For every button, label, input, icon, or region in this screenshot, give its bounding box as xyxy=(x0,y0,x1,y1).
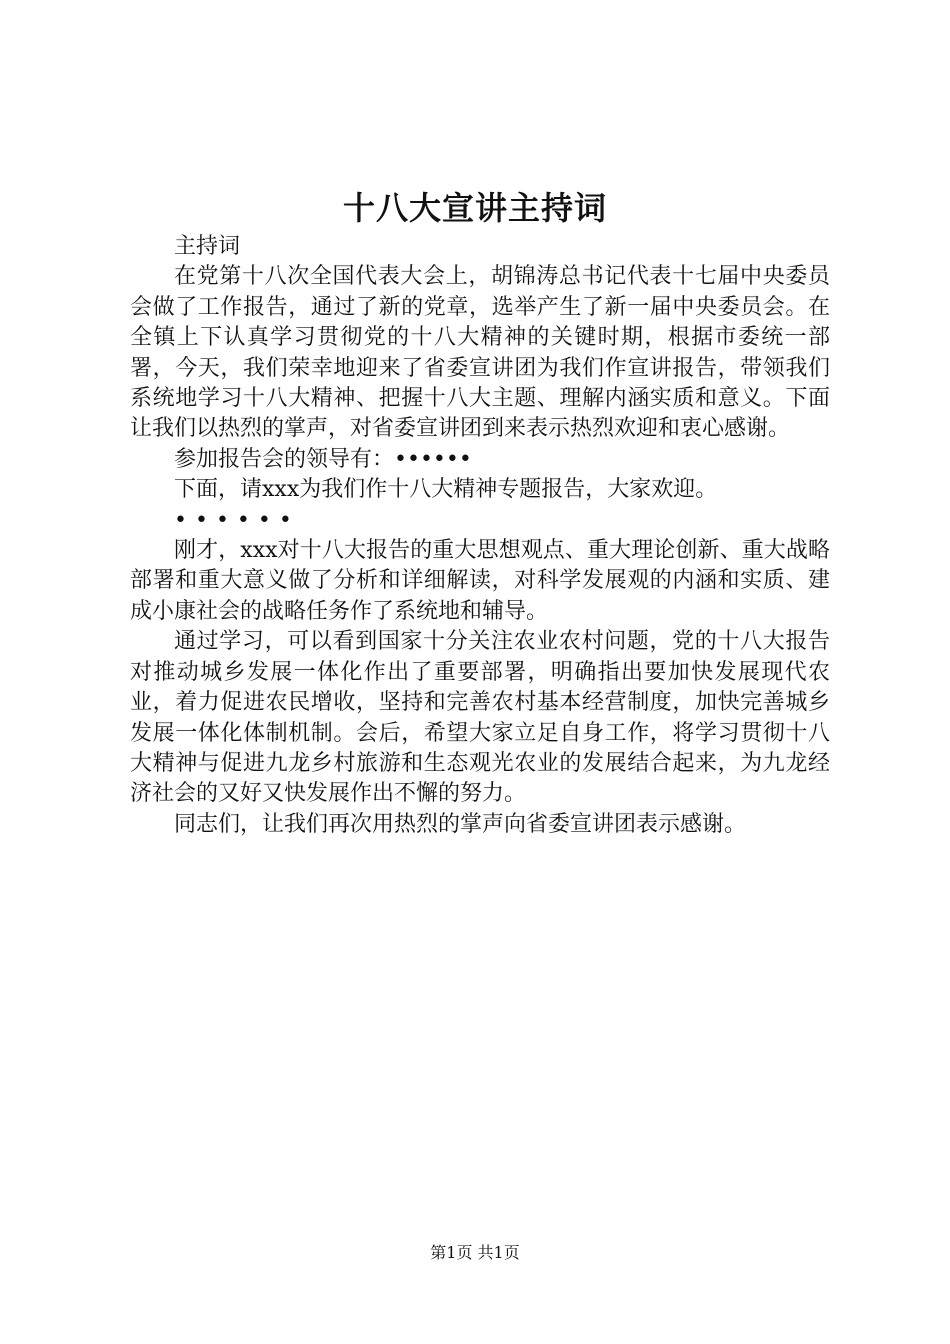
paragraph-leaders: 参加报告会的领导有：•••••• xyxy=(174,446,472,472)
paragraph-closing: 同志们，让我们再次用热烈的掌声向省委宣讲团表示感谢。 xyxy=(174,811,747,837)
page-footer: 第1页 共1页 xyxy=(430,1243,520,1262)
paragraph-summary: 刚才，xxx对十八大报告的重大思想观点、重大理论创新、重大战略部署和重大意义做了分析和详细解读，对科学发展观的内涵和实质、建成小康社会的战略任务作了系统地和辅导。 xyxy=(130,538,830,624)
paragraph-ellipsis: •••••• xyxy=(174,507,300,533)
paragraph-invite: 下面，请xxx为我们作十八大精神专题报告，大家欢迎。 xyxy=(174,477,718,503)
paragraph-heading: 主持词 xyxy=(174,234,241,259)
paragraph-agriculture: 通过学习，可以看到国家十分关注农业农村问题，党的十八大报告对推动城乡发展一体化作出了重要部署，明确指出要加快发展现代农业，着力促进农民增收，坚持和完善农村基本经营制度，加快完善城乡发展一体化体制机制。会后，希望大家立足自身工作，将学习贯彻十八大精神与促进九龙乡村旅游和生态观光农业的发展结合起来，为九龙经济社会的又好又快发展作出不懈的努力。 xyxy=(130,629,830,807)
paragraph-intro: 在党第十八次全国代表大会上，胡锦涛总书记代表十七届中央委员会做了工作报告，通过了新的党章，选举产生了新一届中央委员会。在全镇上下认真学习贯彻党的十八大精神的关键时期，根据市委统一部署，今天，我们荣幸地迎来了省委宣讲团为我们作宣讲报告，带领我们系统地学习十八大精神、把握十八大主题、理解内涵实质和意义。下面让我们以热烈的掌声，对省委宣讲团到来表示热烈欢迎和衷心感谢。 xyxy=(130,264,830,442)
document-title: 十八大宣讲主持词 xyxy=(342,189,607,227)
document-body xyxy=(130,232,830,840)
